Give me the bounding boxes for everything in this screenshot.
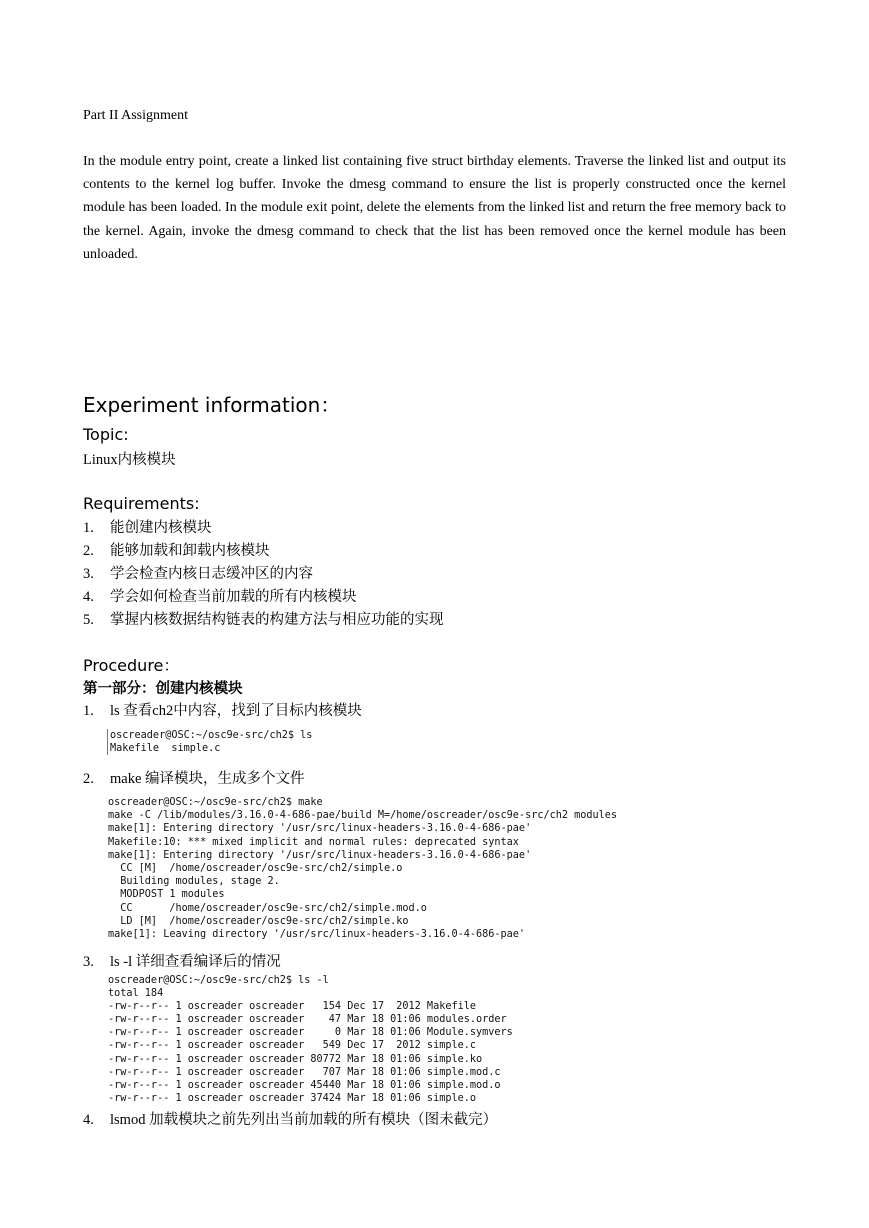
requirement-item <box>83 562 313 583</box>
requirement-text: 学会如何检查当前加载的所有内核模块 <box>110 589 357 605</box>
step-text: ls -l 详细查看编译后的情况 <box>110 954 281 970</box>
step-item <box>83 699 362 720</box>
step-text: lsmod 加载模块之前先列出当前加载的所有模块（图未截完） <box>110 1112 498 1128</box>
terminal-output-ls: oscreader@OSC:~/osc9e-src/ch2$ ls Makefile simple.c <box>107 729 312 755</box>
part2-title: Part II Assignment <box>83 108 188 123</box>
part2-paragraph: In the module entry point, create a linked list containing five struct birthday elements. Traverse the linked list and output its contents to the kernel log buffer. Invoke the dmesg command to ensure the list is properly constructed once the kernel module has been loaded. In the module exit point, delete the elements from the linked list and return the free memory back to the kernel. Again, invoke the dmesg command to check that the list has been removed once the kernel module has been unloaded. <box>83 154 786 262</box>
experiment-heading: Experiment information： <box>83 393 341 417</box>
topic-value: Linux内核模块 <box>83 452 176 468</box>
step-item <box>83 767 305 788</box>
requirement-item <box>83 539 270 560</box>
requirement-item <box>83 608 444 629</box>
requirement-number: 1. <box>83 520 94 536</box>
requirement-text: 学会检查内核日志缓冲区的内容 <box>110 566 313 582</box>
terminal-output-make: oscreader@OSC:~/osc9e-src/ch2$ make make -C /lib/modules/3.16.0-4-686-pae/build M=/home/oscreader/osc9e-src/ch2 modules make[1]: Entering directory '/usr/src/linux-headers-3.16.0-4-686-pae' Makefile:10: *** mixed implicit and normal rules: deprecated syntax make[1]: Entering directory '/usr/src/linux-headers-3.16.0-4-686-pae' CC [M] /home/oscreader/osc9e-src/ch2/simple.o Building modules, stage 2. MODPOST 1 modules CC /home/oscreader/osc9e-src/ch2/simple.mod.o LD [M] /home/oscreader/osc9e-src/ch2/simple.ko make[1]: Leaving directory '/usr/src/linux-headers-3.16.0-4-686-pae' <box>108 797 618 941</box>
requirement-number: 2. <box>83 543 94 559</box>
requirement-item <box>83 516 212 537</box>
requirement-text: 能够加载和卸载内核模块 <box>110 543 270 559</box>
topic-label: Topic: <box>83 425 129 444</box>
requirement-number: 5. <box>83 612 94 628</box>
part1-title: 第一部分：创建内核模块 <box>83 681 243 697</box>
requirements-label: Requirements: <box>83 494 200 513</box>
step-text: make 编译模块，生成多个文件 <box>110 771 305 787</box>
requirement-text: 能创建内核模块 <box>110 520 212 536</box>
step-number: 1. <box>83 703 94 719</box>
step-number: 4. <box>83 1112 94 1128</box>
requirement-text: 掌握内核数据结构链表的构建方法与相应功能的实现 <box>110 612 444 628</box>
requirement-item <box>83 585 357 606</box>
step-number: 3. <box>83 954 94 970</box>
step-item <box>83 950 281 971</box>
requirement-number: 4. <box>83 589 94 605</box>
step-text: ls 查看ch2中内容，找到了目标内核模块 <box>110 703 362 719</box>
terminal-output-ls-l: oscreader@OSC:~/osc9e-src/ch2$ ls -l total 184 -rw-r--r-- 1 oscreader oscreader 154 Dec 17 2012 Makefile -rw-r--r-- 1 oscreader oscreader 47 Mar 18 01:06 modules.order -rw-r--r-- 1 oscreader oscreader 0 Mar 18 01:06 Module.symvers -rw-r--r-- 1 oscreader oscreader 549 Dec 17 2012 simple.c -rw-r--r-- 1 oscreader oscreader 80772 Mar 18 01:06 simple.ko -rw-r--r-- 1 oscreader oscreader 707 Mar 18 01:06 simple.mod.c -rw-r--r-- 1 oscreader oscreader 45440 Mar 18 01:06 simple.mod.o -rw-r--r-- 1 oscreader oscreader 37424 Mar 18 01:06 simple.o <box>108 975 513 1104</box>
requirement-number: 3. <box>83 566 94 582</box>
step-number: 2. <box>83 771 94 787</box>
procedure-label: Procedure： <box>83 656 180 675</box>
step-item <box>83 1108 497 1129</box>
